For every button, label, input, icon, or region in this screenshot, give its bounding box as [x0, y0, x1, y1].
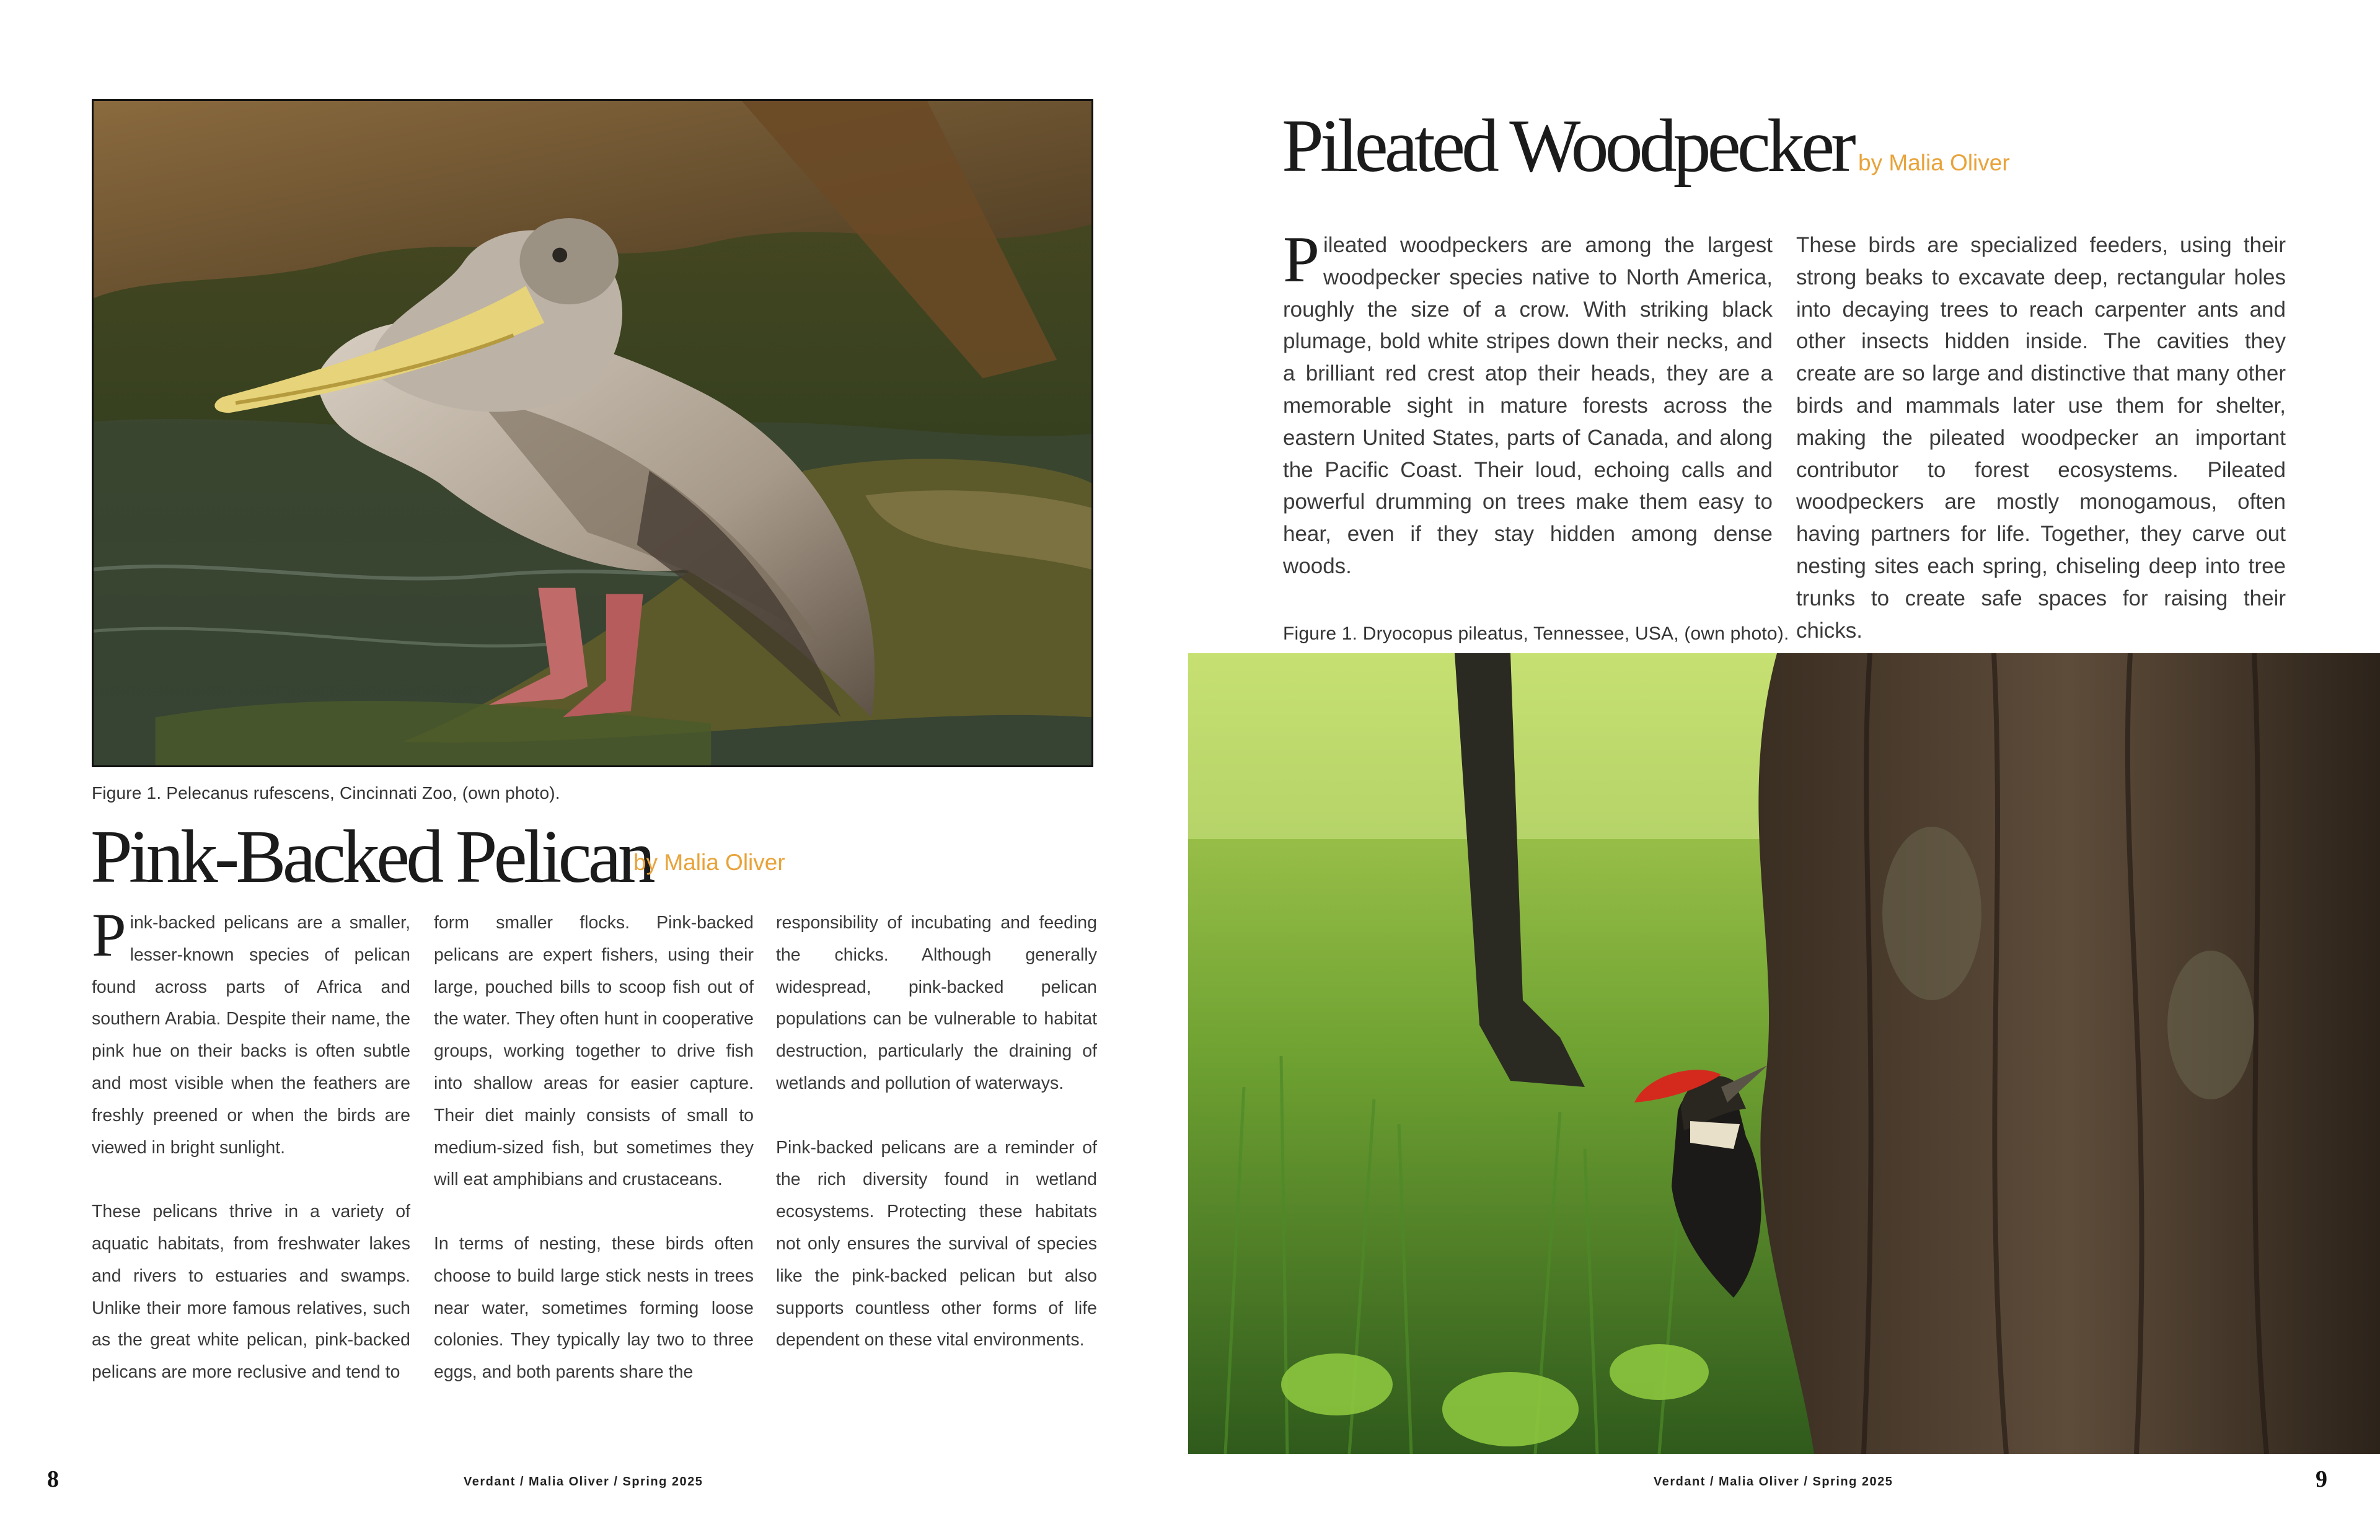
pelican-paragraph-2: These pelicans thrive in a variety of aquatic habitats, from freshwater lakes and rivers to estuaries and swamps. Unlike their more famous relatives, such as the great white pelican, pink-backed pelicans are more reclusive and tend to [92, 1202, 410, 1383]
pelican-paragraph-6: Pink-backed pelicans are a reminder of the rich diversity found in wetland ecosystems. Protecting these habitats not only ensures the survival of species like the pink-backed pelican but also supports countless other forms of life dependent on these vital environments. [776, 1137, 1097, 1350]
dropcap: P [1283, 223, 1320, 296]
left-page-number: 8 [47, 1466, 59, 1492]
pelican-article-title: Pink-Backed Pelican [90, 815, 652, 899]
pelican-column-2 [434, 907, 754, 1389]
pelican-paragraph-1: Pink-backed pelicans are a smaller, lesser-known species of pelican found across parts of Africa and southern Arabia. Despite their name, the pink hue on their backs is often subtle and most visible when the feathers are freshly preened or when the birds are viewed in bright sunlight. [92, 900, 410, 1158]
pelican-article-byline: by Malia Oliver [633, 850, 785, 875]
pelican-paragraph-5: responsibility of incubating and feeding the chicks. Although generally widespread, pink-backed pelican populations can be vulnerable to habitat destruction, particularly the draining of wetlands and pollution of waterways. [776, 913, 1097, 1093]
woodpecker-column-1 [1283, 223, 1773, 583]
woodpecker-paragraph-2: These birds are specialized feeders, using their strong beaks to excavate deep, rectangular holes into decaying trees to reach carpenter ants and other insects hidden inside. The cavities they create are so large and distinctive that many other birds and mammals later use them for shelter, making the pileated woodpecker an important contributor to forest ecosystems. Pileated woodpeckers are mostly monogamous, often having partners for life. Together, they carve out nesting sites each spring, chiseling deep into tree trunks to create safe spaces for raising their chicks. [1796, 233, 2286, 643]
woodpecker-photo-caption: Figure 1. Dryocopus pileatus, Tennessee, USA, (own photo). [1283, 623, 1789, 644]
woodpecker-photo [1188, 653, 2380, 1454]
woodpecker-paragraph-1: Pileated woodpeckers are among the largest woodpecker species native to North America, roughly the size of a crow. With striking black plumage, bold white stripes down their necks, and a brilliant red crest atop their heads, they are a memorable sight in mature forests across the eastern United States, parts of Canada, and along the Pacific Coast. Their loud, echoing calls and powerful drumming on trees make them easy to hear, even if they stay hidden among dense woods. [1283, 223, 1773, 578]
woodpecker-article-byline: by Malia Oliver [1858, 150, 2010, 175]
pelican-paragraph-3: form smaller flocks. Pink-backed pelicans are expert fishers, using their large, pouched bills to scoop fish out of the water. They often hunt in cooperative groups, working together to drive fish into shallow areas for easier capture. Their diet mainly consists of small to medium-sized fish, but sometimes they will eat amphibians and crustaceans. [434, 913, 754, 1190]
pelican-photo [92, 99, 1093, 767]
pelican-column-3 [776, 907, 1097, 1357]
right-running-footer: Verdant / Malia Oliver / Spring 2025 [1654, 1475, 1893, 1489]
woodpecker-article-title: Pileated Woodpecker [1282, 104, 1853, 188]
left-running-footer: Verdant / Malia Oliver / Spring 2025 [464, 1475, 703, 1489]
woodpecker-illustration [1188, 653, 2380, 1454]
woodpecker-column-2 [1796, 229, 2286, 646]
pelican-column-1 [92, 900, 410, 1389]
pelican-photo-caption: Figure 1. Pelecanus rufescens, Cincinnati Zoo, (own photo). [92, 783, 560, 803]
dropcap: P [92, 900, 126, 969]
right-page-number: 9 [2316, 1466, 2327, 1492]
pelican-illustration [94, 101, 1091, 765]
pelican-paragraph-4: In terms of nesting, these birds often choose to build large stick nests in trees near water, sometimes forming loose colonies. They typically lay two to three eggs, and both parents share the [434, 1233, 754, 1383]
